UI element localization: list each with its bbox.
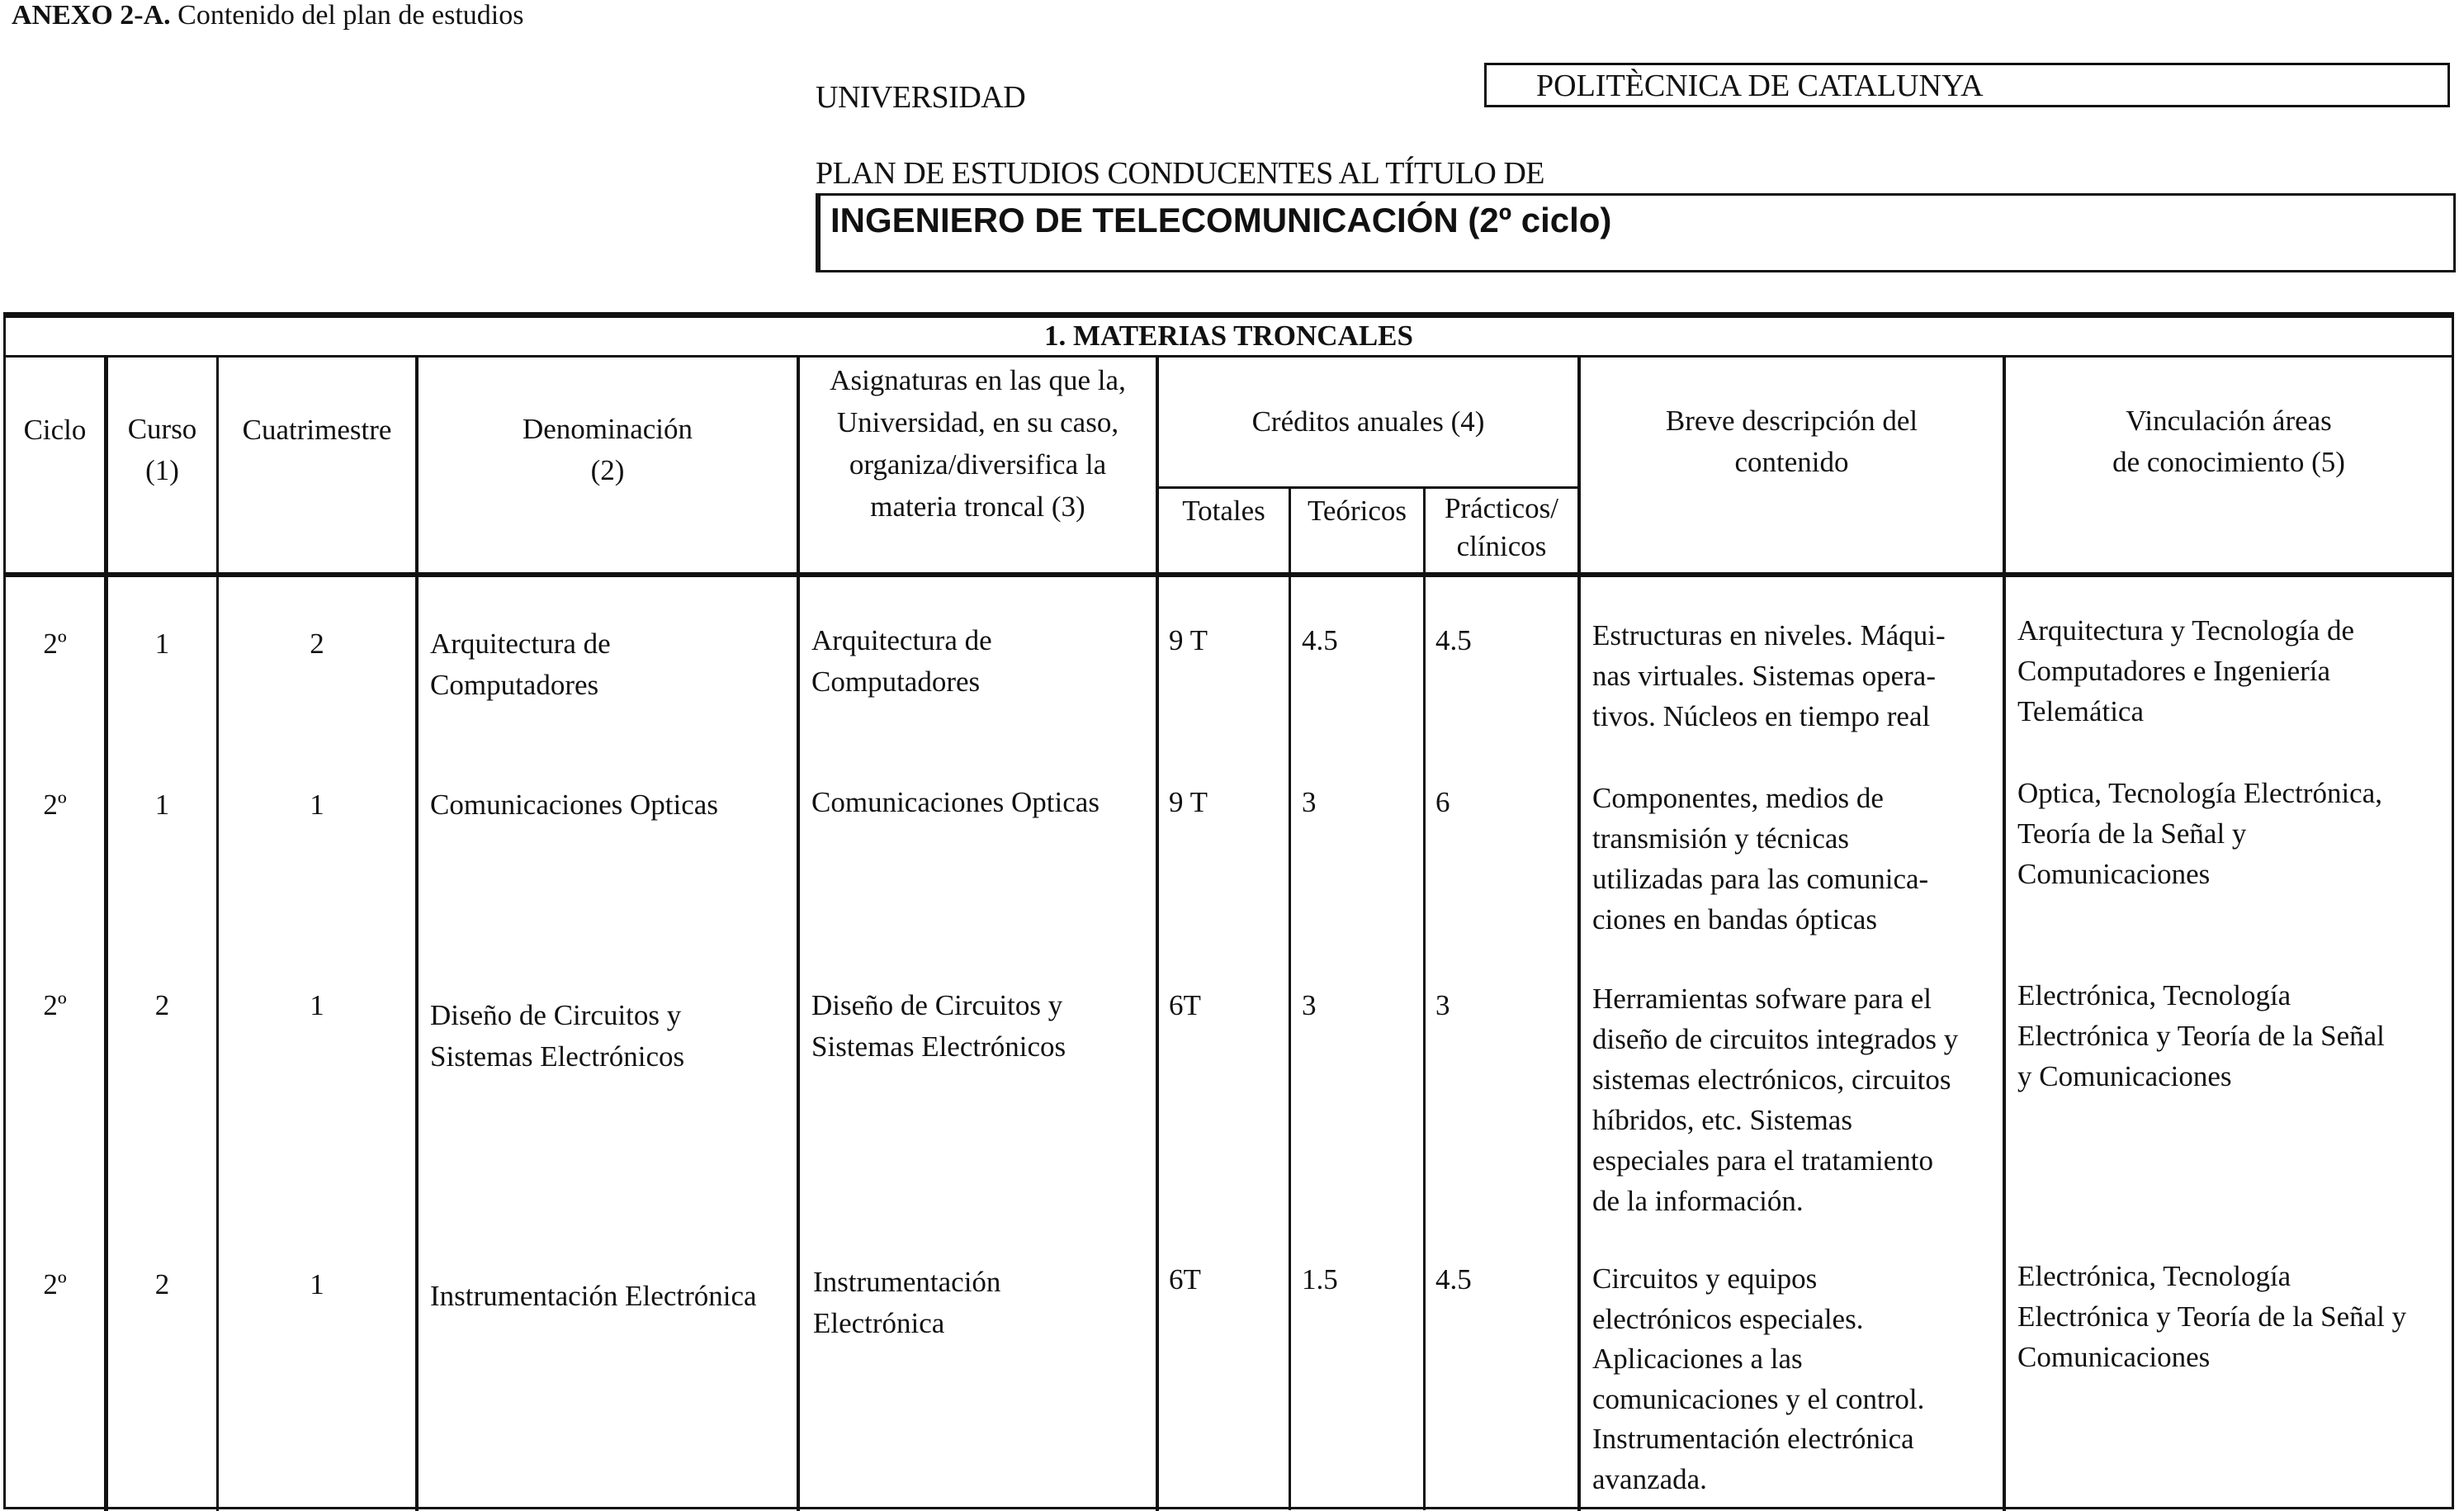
col-header-denominacion: Denominación (2) <box>522 413 693 486</box>
cell-teoricos: 4.5 <box>1302 624 1338 656</box>
cell-descripcion: Estructuras en niveles. Máqui- nas virtuales. Sistemas opera- tivos. Núcleos en tiempo real <box>1592 619 1946 732</box>
col-divider <box>2003 355 2006 1511</box>
cell-cuatrimestre: 1 <box>310 789 324 821</box>
annex-label: ANEXO 2-A. <box>12 0 171 31</box>
credits-subheader-divider <box>1158 486 1579 489</box>
cell-denominacion: Arquitectura de Computadores <box>430 628 611 701</box>
section-title: 1. MATERIAS TRONCALES <box>1044 320 1413 352</box>
cell-practicos: 4.5 <box>1435 624 1472 656</box>
cell-ciclo: 2º <box>43 989 67 1021</box>
cell-cuatrimestre: 1 <box>310 989 324 1021</box>
col-header-cuatrimestre: Cuatrimestre <box>242 414 392 446</box>
cell-asignaturas: Arquitectura de Computadores <box>811 624 992 698</box>
university-label: UNIVERSIDAD <box>816 80 1026 115</box>
cell-vinculacion: Electrónica, Tecnología Electrónica y Teoría de la Señal y Comunicaciones <box>2017 1260 2407 1373</box>
degree-title-field <box>816 193 2456 272</box>
header-bottom-rule <box>6 572 2452 577</box>
cell-teoricos: 3 <box>1302 989 1317 1021</box>
cell-teoricos: 3 <box>1302 786 1317 818</box>
col-header-totales: Totales <box>1182 495 1265 527</box>
university-name-field: POLITÈCNICA DE CATALUNYA <box>1484 63 2450 107</box>
cell-teoricos: 1.5 <box>1302 1263 1338 1295</box>
cell-practicos: 3 <box>1435 989 1450 1021</box>
col-header-ciclo: Ciclo <box>23 414 87 446</box>
col-header-teoricos: Teóricos <box>1307 495 1407 527</box>
cell-ciclo: 2º <box>43 628 67 660</box>
cell-practicos: 6 <box>1435 786 1450 818</box>
col-header-asignaturas: Asignaturas en las que la, Universidad, en su caso, organiza/diversifica la materia troncal (3) <box>830 364 1126 523</box>
col-header-curso: Curso (1) <box>127 413 197 486</box>
cell-cuatrimestre: 2 <box>310 628 324 660</box>
cell-vinculacion: Electrónica, Tecnología Electrónica y Teoría de la Señal y Comunicaciones <box>2017 979 2385 1092</box>
plan-label: PLAN DE ESTUDIOS CONDUCENTES AL TÍTULO DE <box>816 156 1545 191</box>
cell-descripcion: Circuitos y equipos electrónicos especiales. Aplicaciones a las comunicaciones y el control. Instrumentación electrónica avanzada. <box>1592 1262 1925 1495</box>
cell-cuatrimestre: 1 <box>310 1268 324 1300</box>
cell-vinculacion: Optica, Tecnología Electrónica, Teoría de la Señal y Comunicaciones <box>2017 777 2382 890</box>
cell-practicos: 4.5 <box>1435 1263 1472 1295</box>
cell-ciclo: 2º <box>43 789 67 821</box>
col-header-practicos: Prácticos/ clínicos <box>1444 492 1559 562</box>
degree-title: INGENIERO DE TELECOMUNICACIÓN (2º ciclo) <box>830 201 1612 239</box>
cell-denominacion: Instrumentación Electrónica <box>430 1280 757 1312</box>
cell-curso: 1 <box>154 628 170 660</box>
cell-descripcion: Componentes, medios de transmisión y técnicas utilizadas para las comunica- ciones en bandas ópticas <box>1592 782 1929 935</box>
subjects-table <box>3 312 2454 1509</box>
cell-curso: 2 <box>154 989 170 1021</box>
col-divider <box>797 355 800 1511</box>
cell-asignaturas: Comunicaciones Opticas <box>811 786 1100 818</box>
annex-heading <box>12 0 523 31</box>
col-divider <box>104 355 108 1511</box>
cell-denominacion: Diseño de Circuitos y Sistemas Electrónicos <box>430 999 685 1073</box>
col-divider <box>1423 486 1426 1510</box>
col-header-creditos: Créditos anuales (4) <box>1251 405 1485 438</box>
cell-totales: 6T <box>1169 989 1201 1021</box>
annex-text: Contenido del plan de estudios <box>170 0 524 31</box>
cell-asignaturas: Instrumentación Electrónica <box>813 1266 1001 1339</box>
cell-ciclo: 2º <box>43 1268 67 1300</box>
cell-asignaturas: Diseño de Circuitos y Sistemas Electrónicos <box>811 989 1066 1063</box>
cell-descripcion: Herramientas sofware para el diseño de circuitos integrados y sistemas electrónicos, circuitos híbridos, etc. Sistemas especiales para el tratamiento de la información. <box>1592 983 1959 1217</box>
col-divider <box>1289 486 1291 1510</box>
col-divider <box>1577 355 1581 1511</box>
col-divider <box>216 355 219 1511</box>
cell-denominacion: Comunicaciones Opticas <box>430 789 718 821</box>
cell-curso: 1 <box>154 789 170 821</box>
col-header-vinculacion: Vinculación áreas de conocimiento (5) <box>2112 405 2345 478</box>
cell-curso: 2 <box>154 1268 170 1300</box>
cell-totales: 9 T <box>1169 786 1208 818</box>
cell-totales: 6T <box>1169 1263 1201 1295</box>
cell-vinculacion: Arquitectura y Tecnología de Computadores e Ingeniería Telemática <box>2017 614 2355 727</box>
col-header-descripcion: Breve descripción del contenido <box>1665 405 1918 478</box>
col-divider <box>415 355 419 1511</box>
cell-totales: 9 T <box>1169 624 1208 656</box>
